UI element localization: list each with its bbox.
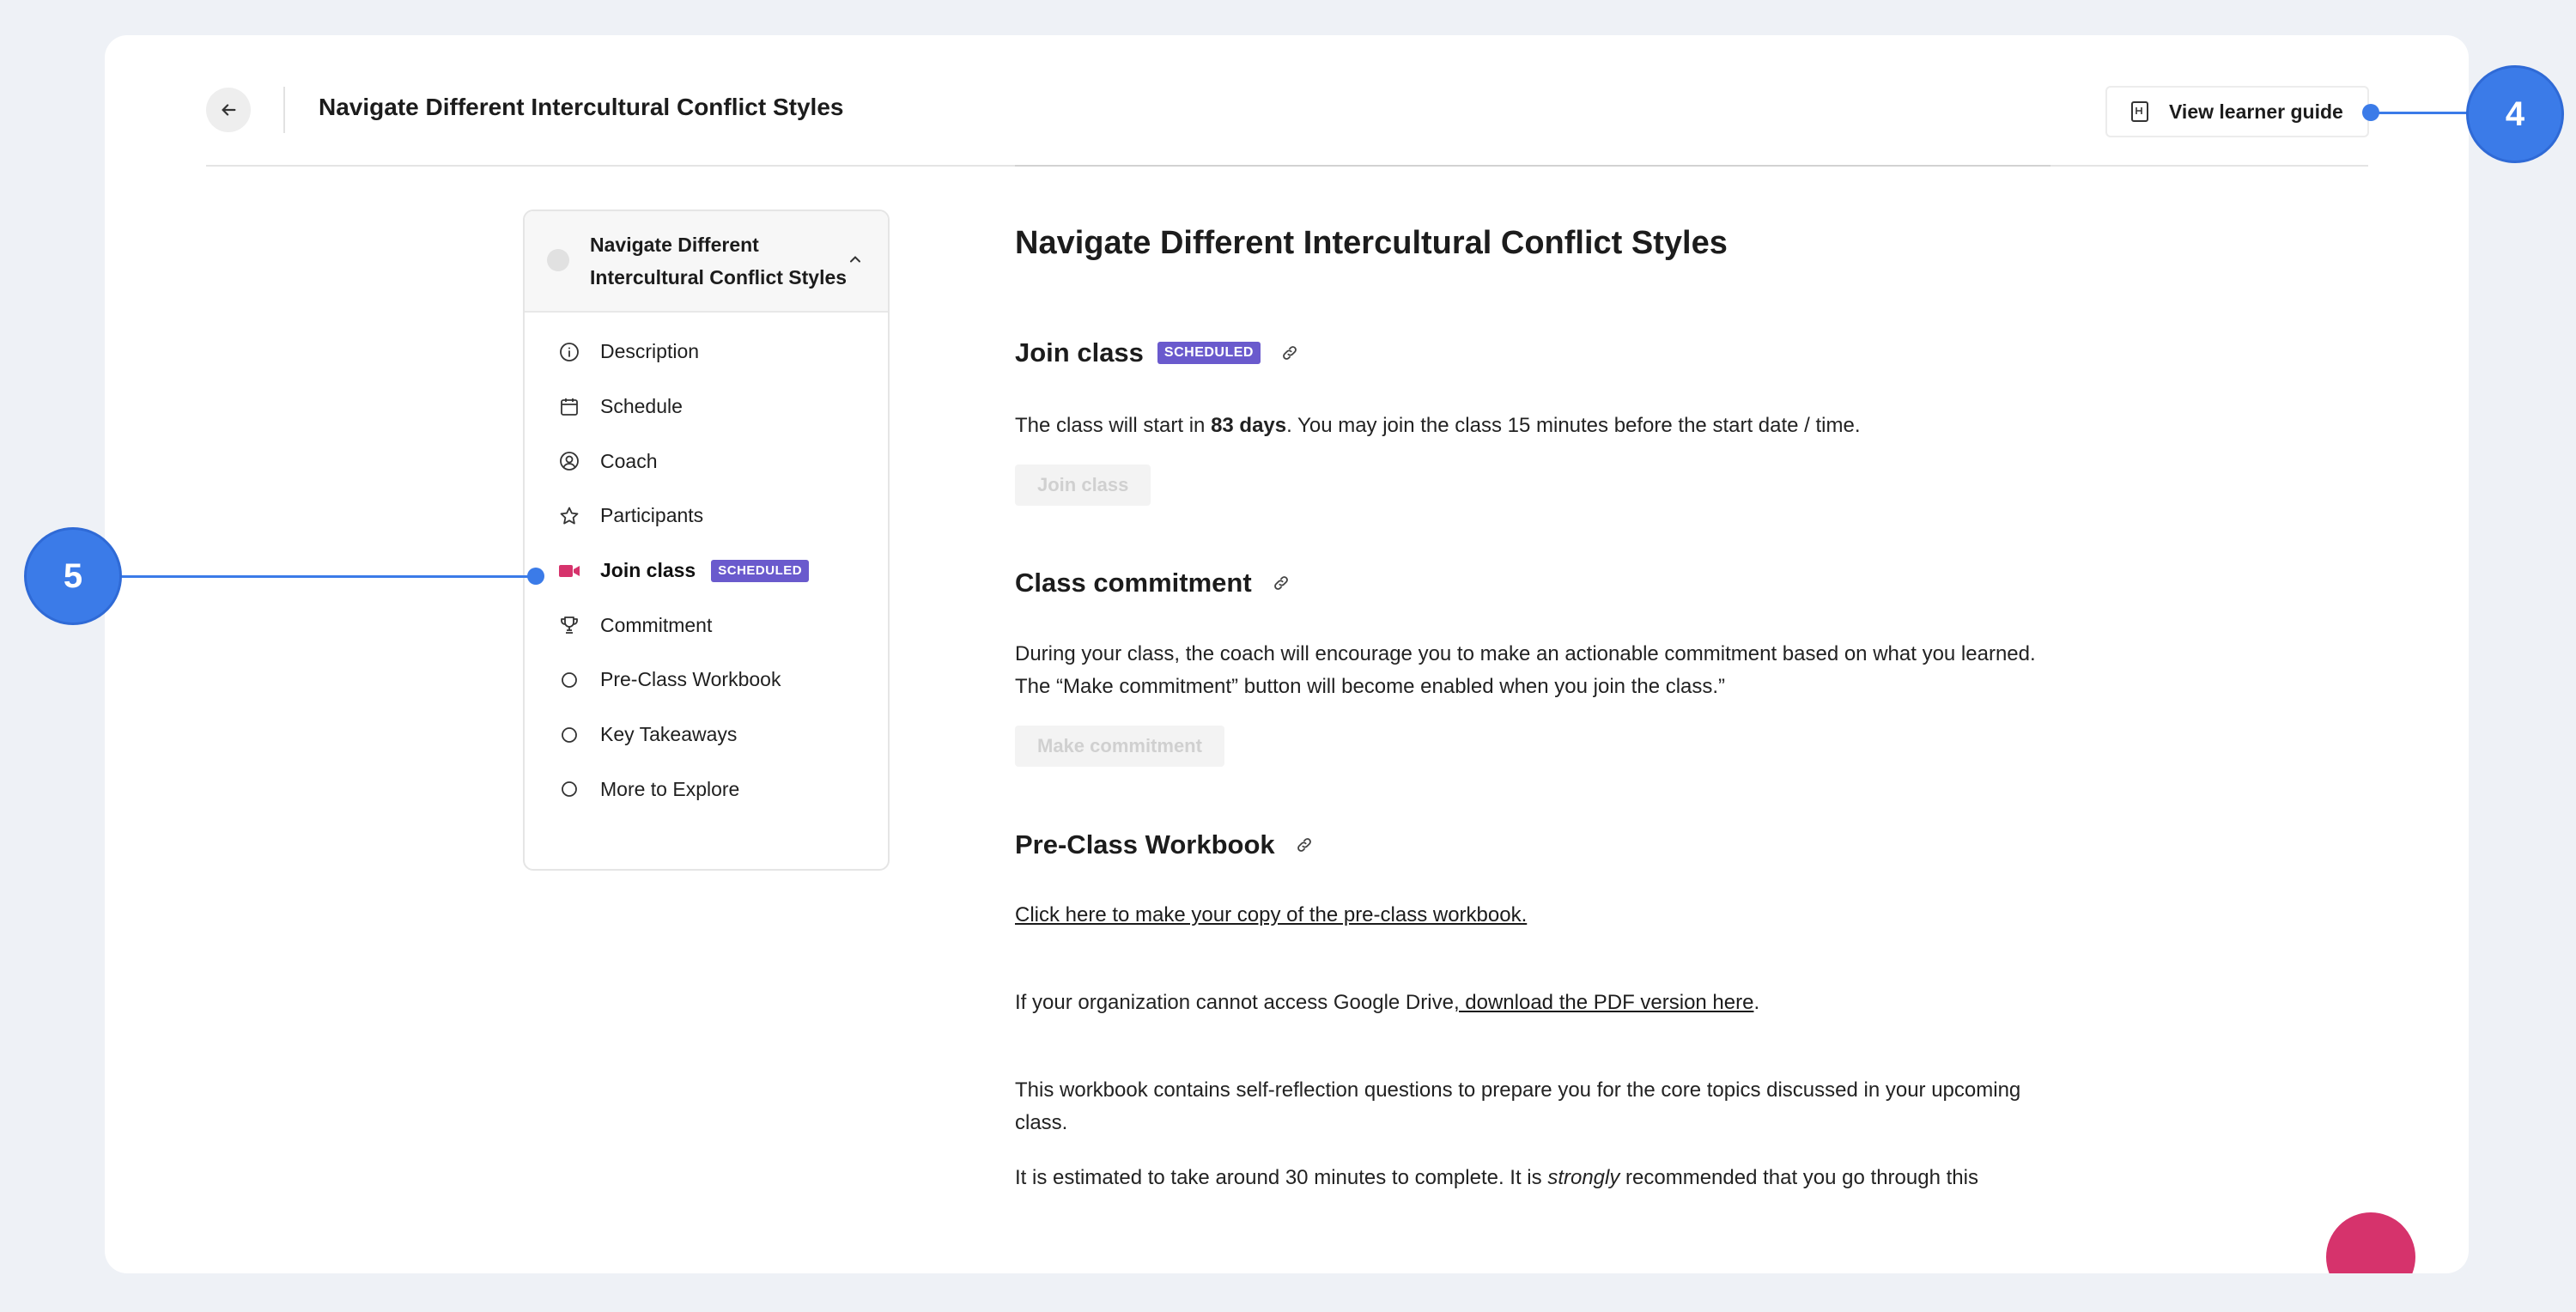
user-circle-icon [557,449,581,473]
sidebar-item-label: Commitment [600,613,713,636]
make-commitment-button[interactable]: Make commitment [1015,726,1224,767]
link-icon[interactable] [1281,344,1298,361]
link-icon[interactable] [1296,836,1313,853]
status-badge: SCHEDULED [711,560,809,582]
link-icon[interactable] [1273,574,1290,592]
join-class-button[interactable]: Join class [1015,465,1151,506]
sidebar-item-description[interactable] [525,325,888,380]
join-text-after: . You may join the class 15 minutes before the start date / time. [1286,414,1861,437]
sidebar-item-label: Description [600,340,700,363]
sidebar-item-label: Schedule [600,395,683,418]
sidebar-header[interactable] [525,211,888,313]
class-commitment-description: During your class, the coach will encourage you to make an actionable commitment based on what you learned. The “Make commitment” button will become enabled when you join the class.” [1015,642,2036,698]
join-class-heading [1015,337,1298,368]
sidebar-item-coach[interactable] [525,434,888,489]
circle-icon [557,668,581,692]
workbook-copy-paragraph [1015,899,2054,932]
view-learner-guide-button[interactable] [2105,86,2369,137]
sidebar-item-join-class[interactable] [525,544,888,598]
pdf-download-link[interactable]: , download the PDF version here [1453,991,1754,1014]
sidebar-item-participants[interactable] [525,489,888,544]
workbook-description: This workbook contains self-reflection questions to prepare you for the core topics discussed in your upcoming class. [1015,1078,2021,1134]
sidebar-item-more-to-explore[interactable] [525,762,888,817]
google-drive-text-end: . [1753,991,1760,1014]
circle-icon [557,777,581,801]
annotation-marker-4: 4 [2466,65,2564,163]
join-class-description [1015,410,2054,442]
progress-dot [547,249,569,271]
estimate-emphasis: strongly [1547,1166,1620,1189]
sidebar-item-label: Key Takeaways [600,723,738,746]
sidebar-item-label: More to Explore [600,777,740,800]
workbook-estimate [1015,1162,2054,1194]
annotation-dot-5 [527,568,544,585]
sidebar-item-label: Coach [600,449,658,472]
sidebar-item-commitment[interactable] [525,598,888,653]
annotation-marker-5: 5 [24,527,122,625]
annotation-dot-4 [2362,104,2379,121]
video-icon [557,559,581,583]
circle-icon [557,723,581,747]
estimate-text-before: It is estimated to take around 30 minutes to complete. It is [1015,1166,1548,1189]
sidebar-item-pre-class-workbook[interactable] [525,653,888,708]
join-text-before: The class will start in [1015,414,1212,437]
status-badge: SCHEDULED [1157,342,1261,364]
page-title: Navigate Different Intercultural Conflict Styles [319,94,844,120]
sidebar-item-key-takeaways[interactable] [525,708,888,762]
calendar-icon [557,395,581,419]
workbook-copy-link[interactable]: Click here to make your copy of the pre-class workbook. [1015,903,1528,926]
google-drive-text: If your organization cannot access Google Drive [1015,991,1454,1014]
google-drive-paragraph [1015,987,2054,1019]
book-icon [2129,100,2150,123]
header-rule-accent [1015,165,2050,167]
view-learner-guide-label: View learner guide [2169,100,2343,123]
days-remaining: 83 days [1211,414,1287,437]
help-fab-button[interactable] [2326,1212,2415,1273]
chevron-up-icon[interactable] [847,251,864,268]
sidebar-title: Navigate Different Intercultural Conflict Styles [590,234,848,289]
header-divider [283,87,285,133]
class-commitment-heading-text: Class commitment [1015,568,1252,598]
pre-class-workbook-heading [1015,829,1313,860]
annotation-line-5 [120,575,536,578]
arrow-left-icon [219,100,238,119]
pre-class-workbook-heading-text: Pre-Class Workbook [1015,829,1275,859]
info-icon [557,340,581,364]
estimate-text-after: recommended that you go through this [1619,1166,1978,1189]
trophy-icon [557,613,581,637]
join-class-heading-text: Join class [1015,337,1144,367]
sidebar-item-label: Pre-Class Workbook [600,668,781,691]
sidebar-item-label: Join class [600,559,696,582]
content-title: Navigate Different Intercultural Conflict Styles [1015,225,1728,261]
star-icon [557,504,581,528]
back-button[interactable] [206,88,251,132]
content-card [105,35,2469,1273]
sidebar-item-schedule[interactable] [525,380,888,434]
sidebar [523,210,890,871]
sidebar-nav [525,313,888,817]
sidebar-item-label: Participants [600,504,704,527]
class-commitment-heading [1015,568,1290,598]
